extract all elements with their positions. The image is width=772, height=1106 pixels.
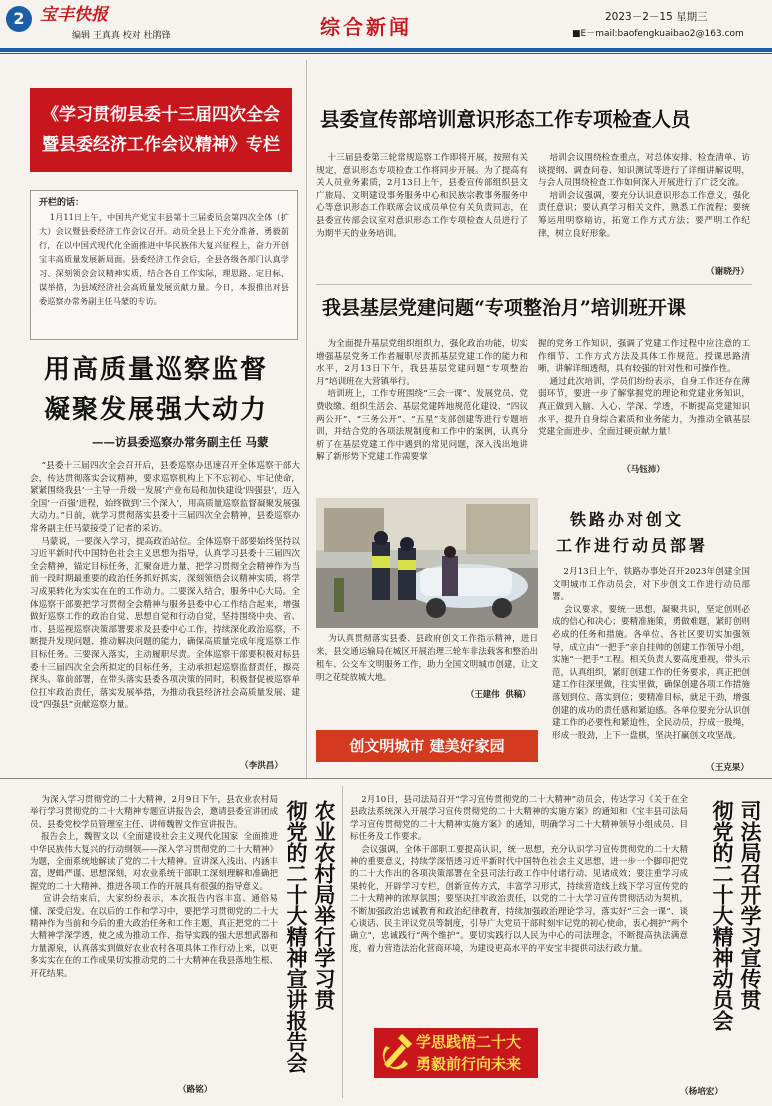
editor-note-body: 1月11日上午，中国共产党宝丰县第十三届委员会第四次全体（扩大）会议暨县委经济工作会议召开。动员全县上下充分准备、勇毅前行，在以中国式现代化全面推进中华民族伟大复兴征程上，奋力开创宝丰高质量发展新局面。县委经济工作会后，全县各级各部门认真学习、深刻领会会议精神实质，结合各自工作实际，理思路、定目标、谋举措，为县域经济社会高质量发展贡献力量。今日，本报推出对县委巡察办常务副主任马蒙的专访。 xyxy=(39,212,289,306)
article1-col2: 培训会议围绕检查重点，对总体安排、检查清单、访谈提纲、调查问卷、知识测试等进行了详细讲解说明，与会人员围绕检查工作如何深入开展进行了广泛交流。 培训会议强调，要充分认识意识形态工作意义，强化责任意识；要认真学习相关文件，熟悉工作流程；要统筹运用明察暗访，拓宽工作方式方法；要严明工作纪律，树立良好形象。 xyxy=(538,153,750,239)
interview-title-2: 凝聚发展强大动力 xyxy=(44,395,269,425)
slogan-line-1: 学思践悟二十大 xyxy=(416,1033,522,1051)
header-rule xyxy=(0,48,772,52)
judicial-title-col2: 彻党的二十大精神动员会 xyxy=(710,800,735,1031)
article1-byline: （谢晓丹） xyxy=(706,267,749,277)
rail-byline: （王克果） xyxy=(706,763,749,773)
photo-caption: 为认真贯彻落实县委、县政府创文工作指示精神，进日来，县交通运输局在城区开展治理三轮车非法载客和整治出租车、公交车文明服务工作，助力全国文明城市创建，让文明之花绽放城大地。 xyxy=(316,633,538,682)
bottom-divider xyxy=(342,786,343,1098)
editor-note-box xyxy=(30,190,298,340)
banner-line-2: 暨县委经济工作会议精神》专栏 xyxy=(42,135,280,155)
editor-meta: 编辑 王真真 校对 杜鹃锋 xyxy=(72,31,171,41)
agri-body: 为深入学习贯彻党的二十大精神，2月9日下午，县农业农村局举行学习贯彻党的二十大精神专题宣讲报告会，邀请县委宣讲团成员、县委党校学员管理室主任、讲师魏智文作宣讲报告。 报告会上，魏智文以《全面建设社会主义现代化国家 全面推进中华民族伟大复兴的行动纲领——深入学习贯彻党的二十大精神》为题，全面系统地解读了党的二十大精神。宣讲深入浅出、内涵丰富，逻辑严谨、思想深刻，对农业系统干部职工深刻理解和准确把握党的二十大精神、推进各项工作的开展具有很强的指导意义。 宣讲会结束后，大家纷纷表示，本次报告内容丰富、通俗易懂、深受启发。在以后的工作和学习中，要把学习贯彻党的二十大精神作为当前和今后的重大政治任务和工作主题，真正把党的二十大精神学深学透，使之成为推动工作、指导实践的强大思想武器和力量源泉，认真落实到做好农业农村各项具体工作行动上来，以更多实实在在的工作成果切实推动党的二十大精神在我县落地生根、开花结果。 xyxy=(30,795,278,979)
issue-date: 2023－2－15 星期三 xyxy=(605,11,708,23)
header-rule-thin xyxy=(0,53,772,54)
column-banner xyxy=(30,88,292,172)
article2-title: 我县基层党建问题“专项整治月”培训班开课 xyxy=(322,297,686,319)
column-divider xyxy=(306,60,307,778)
agri-byline: （路铭） xyxy=(178,1085,213,1095)
slogan-line-2: 勇毅前行向未来 xyxy=(416,1055,522,1073)
photo-illustration xyxy=(316,498,538,628)
agri-title-col2: 彻党的二十大精神宣讲报告会 xyxy=(284,800,309,1073)
page-number-badge: 2 xyxy=(6,6,32,32)
article2-col2: 握的党务工作知识，强调了党建工作过程中应注意的工作细节、工作方式方法及具体工作规范。授课思路清晰，讲解详细透彻，具有较强的针对性和可操作性。 通过此次培训，学员们纷纷表示，自身工作还存在薄弱环节，要进一步了解掌握党的理论和党建业务知识，真正做到入脑、入心、学深、学透，不断提高党建知识水平，提升自身综合素质和业务能力，为推动全镇基层党建全面进步、全面过硬贡献力量！ xyxy=(538,339,750,438)
interview-subtitle: ——访县委巡察办常务副主任 马蒙 xyxy=(92,435,269,449)
judicial-body: 2月10日，县司法局召开“学习宣传贯彻党的二十大精神”动员会，传达学习《关于在全县政法系统深入开展学习宣传贯彻党的二十大精神的实施方案》的通知和《宝丰县司法局学习宣传贯彻党的二十大精神实施方案》的通知，明确学习二十大精神领导小组成员、目标任务及工作要求。 会议强调，全体干部职工要提高认识，统一思想，充分认识学习宣传贯彻党的二十大精神的重要意义，持续学深悟透习近平新时代中国特色社会主义思想，进一步一个脚印把党的二十大作出的各项决策部署在全县司法行政工作中付诸行动、见诸成效；要注重学习成果转化，开辟学习专栏，创新宣传方式，丰富学习形式，持续营造线上线下学习宣传党的二十大精神的浓厚氛围；要坚决扛牢政治责任，以党的二十大学习宣传贯彻活动为契机，不断加强政治忠诚教育和政治纪律教育，持续加强政治理论学习，落实好“三会一课”、谈心谈话、民主评议党员等制度，引导广大党员干部时刻牢记党的初心使命，衷心拥护“两个确立”，忠诚践行“两个维护”。要切实践行以人民为中心的司法理念，不断提高执法满意度，着力营造法治化营商环境，为建设更高水平的平安宝丰提供司法行政力量。 xyxy=(350,795,688,954)
rail-title-2: 工作进行动员部署 xyxy=(556,536,709,555)
bottom-section-rule xyxy=(0,778,772,779)
section-title: 综合新闻 xyxy=(320,15,412,39)
party-slogan-box xyxy=(374,1028,538,1078)
rail-title-1: 铁路办对创文 xyxy=(570,510,685,529)
hammer-sickle-icon xyxy=(378,1034,414,1072)
paper-name: 宝丰快报 xyxy=(40,5,108,25)
contact-email: ■E－mail:baofengkuaibao2@163.com xyxy=(572,29,744,39)
agri-title-col1: 农业农村局举行学习贯 xyxy=(312,800,337,1010)
article2-byline: （马钰沛） xyxy=(622,465,665,475)
article1-col1: 十三届县委第三轮常规巡察工作即将开展，按照有关规定，意识形态专项检查工作将同步开展。为了提高有关人员业务素质，2月13日上午，县委宣传部组织县文广旅局、文明建设事务服务中心和民族宗教事务服务中心等意识形态工作联席会议成员单位有关负责同志，在县委宣传部会议室对意识形态工作专项检查人员进行了为期半天的业务培训。 xyxy=(316,153,528,239)
banner-line-1: 《学习贯彻县委十三届四次全会 xyxy=(42,105,280,125)
civilized-city-banner: 创文明城市 建美好家园 xyxy=(316,730,538,762)
news-photo xyxy=(316,498,538,628)
editor-note-label: 开栏的话： xyxy=(39,198,85,208)
divider-1 xyxy=(316,284,752,285)
article2-col1: 为全面提升基层党组织组织力，强化政治功能，切实增强基层党务工作者履职尽责抓基层党建工作的能力和水平，2月13日下午，我县基层党建问题“专项整治月”培训班在大营镇举行。 培训班上，工作专班围绕“三会一课”、发展党员、党费收缴、组织生活会、基层党建阵地规范化建设、“四议两公开”、“三务公开”、“五星”支部创建等进行专题培训，并结合党的各项法规制度和工作中的案例，认真分析了在基层党建工作中遇到的常见问题，深入浅出地讲解了新形势下党建工作需要掌 xyxy=(316,339,528,463)
photo-byline: （王建伟 供稿） xyxy=(466,689,531,699)
article1-title: 县委宣传部培训意识形态工作专项检查人员 xyxy=(320,108,691,131)
judicial-title-col1: 司法局召开学习宣传贯 xyxy=(738,800,763,1010)
interview-byline: （李洪昌） xyxy=(240,761,283,771)
judicial-byline: （杨培宏） xyxy=(680,1087,723,1097)
interview-title-1: 用高质量巡察监督 xyxy=(44,355,269,385)
interview-body: “县委十三届四次全会召开后，县委巡察办迅速召开全体巡察干部大会，传达贯彻落实会议精神，要求巡察机构上下不忘初心、牢记使命，紧紧围绕我县‘一主导一升级一发展’产业布局和加快建设‘四强县’，迈入全国‘一百强’进程，始终做到‘三个深入’，用高质量巡察监督凝聚发展强大动力。”日前，就学习贯彻落实县委十三届四次全会精神，县委巡察办常务副主任马蒙接受了记者的采访。 马蒙说，一要深入学习，提高政治站位。全体巡察干部要始终坚持以习近平新时代中国特色社会主义思想为指导，认真学习县委十三届四次全会精神，锚定目标任务，汇聚奋进力量，把学习贯彻全会精神作为当前一段时期最重要的政治任务抓好抓实，深刻领悟会议精神实质，将学习成果转化为实实在在的工作动力。二要深入结合，服务中心大局。全体巡察干部要把学习贯彻全会精神与服务县委中心工作结合起来，增强做好巡察工作的政治自觉、思想自觉和行动自觉，坚持围绕中央、省、市、县巡视巡察决策部署要求及县委中心工作，持续深化政治巡察，不断提升发现问题、推动解决问题的能力，确保高质量完成年度巡察工作目标任务。三要深入落实，主动履职尽责。全体巡察干部要积极对标县委十三届四次全会所拟定的目标任务，主动承担起巡察监督责任，擦亮探头、靠前部署，在带头落实县委各项决策的同时，积极督促被巡察单位扛牢政治责任，落实发展举措，为推动我县经济社会高质量发展、建设“四强县”贡献巡察力量。 xyxy=(30,461,300,711)
rail-body: 2月13日上午，铁路办事处召开2023年创建全国文明城市工作动员会，对下步创文工作进行动员部署。 会议要求，要统一思想，凝聚共识，坚定创则必成的信心和决心；要精准施策，勇做难题，紧盯创则必成的任务和措施。各单位、各社区要切实加强领导，成立由“一把手”亲自挂帅的创建工作领导小组，实施“一把手”工程。相关负责人要高度重视，带头示范，认真组织，紧盯创建工作的任务要求，真正把创建工作往深里做，往实里做，确保创建各项工作措施落划到位、落实到位；要精准目标，就足干劲，增强创建的成功的责任感和紧迫感。各单位要充分认识创建工作的必要性和紧迫性，全民动员，拧成一股绳，形成一股劲，上下一盘棋，坚决打赢创文攻坚战。 xyxy=(552,567,750,741)
